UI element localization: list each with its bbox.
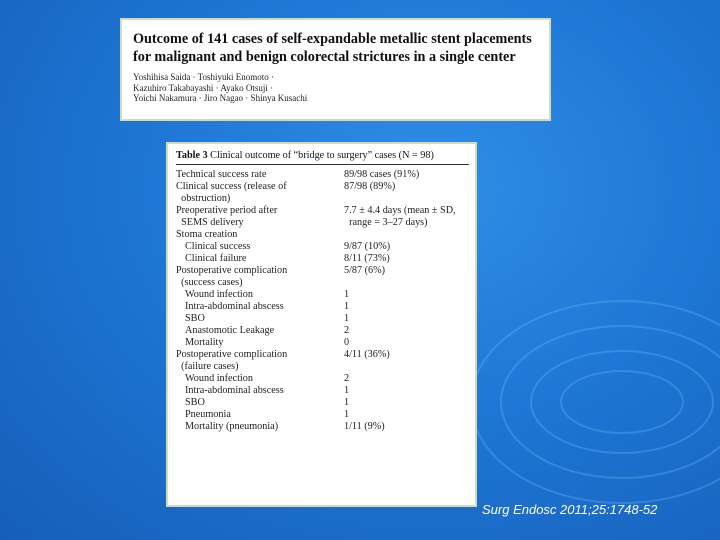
article-header bbox=[120, 18, 551, 121]
row-label: Anastomotic Leakage bbox=[185, 325, 275, 336]
row-label: Wound infection bbox=[185, 373, 253, 384]
authors-line: Yoichi Nakamura · Jiro Nagao · Shinya Kusachi bbox=[133, 93, 308, 104]
row-label: (failure cases) bbox=[176, 361, 239, 372]
row-label: Postoperative complication bbox=[176, 265, 288, 276]
row-label: Technical success rate bbox=[176, 169, 267, 180]
row-label: Preoperative period after bbox=[176, 205, 278, 216]
row-value: 9/87 (10%) bbox=[344, 241, 391, 252]
table-row bbox=[176, 301, 469, 313]
table-row bbox=[176, 361, 469, 373]
outcome-table bbox=[166, 142, 477, 507]
row-value: 1 bbox=[344, 409, 350, 420]
table-row bbox=[176, 229, 469, 241]
row-value: 87/98 (89%) bbox=[344, 181, 396, 192]
table-row bbox=[176, 193, 469, 205]
row-value: 4/11 (36%) bbox=[344, 349, 390, 360]
article-title bbox=[133, 30, 539, 66]
row-label: SEMS delivery bbox=[176, 217, 244, 228]
table-row bbox=[176, 409, 469, 421]
authors-line: Yoshihisa Saida · Toshiyuki Enomoto · bbox=[133, 72, 275, 82]
row-label: Intra-abdominal abscess bbox=[185, 385, 284, 396]
table-row bbox=[176, 313, 469, 325]
ripple-decoration bbox=[470, 300, 720, 504]
row-value: 1 bbox=[344, 397, 350, 408]
row-value: range = 3–27 days) bbox=[344, 217, 428, 228]
table-row bbox=[176, 253, 469, 265]
table-body bbox=[176, 169, 469, 433]
table-caption-label: Table 3 bbox=[176, 150, 208, 161]
article-authors bbox=[133, 72, 539, 104]
row-value: 1 bbox=[344, 301, 350, 312]
table-row bbox=[176, 217, 469, 229]
table-row bbox=[176, 337, 469, 349]
row-label: (success cases) bbox=[176, 277, 243, 288]
row-value: 89/98 cases (91%) bbox=[344, 169, 420, 180]
table-row bbox=[176, 349, 469, 361]
row-value bbox=[344, 361, 469, 373]
table-row bbox=[176, 397, 469, 409]
row-value bbox=[344, 277, 469, 289]
row-value: 1 bbox=[344, 313, 350, 324]
table-row bbox=[176, 289, 469, 301]
table-caption bbox=[176, 149, 469, 165]
row-value: 5/87 (6%) bbox=[344, 265, 386, 276]
row-label: SBO bbox=[185, 313, 205, 324]
article-title-line: Outcome of 141 cases of self-expandable metallic stent placements bbox=[133, 31, 532, 47]
row-value: 2 bbox=[344, 373, 350, 384]
row-label: Mortality bbox=[185, 337, 224, 348]
row-label: Pneumonia bbox=[185, 409, 231, 420]
row-label: Clinical success (release of bbox=[176, 181, 287, 192]
table-row bbox=[176, 265, 469, 277]
table-row bbox=[176, 205, 469, 217]
authors-line: Kazuhiro Takabayashi · Ayako Otsuji · bbox=[133, 82, 274, 93]
table-row bbox=[176, 325, 469, 337]
row-label: obstruction) bbox=[176, 193, 231, 204]
row-value bbox=[344, 229, 469, 241]
article-title-line: for malignant and benign colorectal strictures in a single center bbox=[133, 49, 516, 65]
row-value: 8/11 (73%) bbox=[344, 253, 390, 264]
row-value bbox=[344, 193, 469, 205]
table-row bbox=[176, 385, 469, 397]
row-value: 1 bbox=[344, 385, 350, 396]
table-row bbox=[176, 277, 469, 289]
row-label: Stoma creation bbox=[176, 229, 238, 240]
row-label: Clinical failure bbox=[185, 253, 247, 264]
row-label: Mortality (pneumonia) bbox=[185, 421, 279, 432]
table-caption-text: Clinical outcome of “bridge to surgery” cases (N = 98) bbox=[210, 150, 434, 161]
row-value: 0 bbox=[344, 337, 350, 348]
row-label: SBO bbox=[185, 397, 205, 408]
row-value: 7.7 ± 4.4 days (mean ± SD, bbox=[344, 205, 456, 216]
table-row bbox=[176, 373, 469, 385]
table-row bbox=[176, 241, 469, 253]
row-label: Postoperative complication bbox=[176, 349, 288, 360]
row-label: Wound infection bbox=[185, 289, 253, 300]
table-row bbox=[176, 181, 469, 193]
row-label: Clinical success bbox=[185, 241, 251, 252]
row-value: 2 bbox=[344, 325, 350, 336]
row-label: Intra-abdominal abscess bbox=[185, 301, 284, 312]
row-value: 1 bbox=[344, 289, 350, 300]
table-row bbox=[176, 421, 469, 433]
citation: Surg Endosc 2011;25:1748-52 bbox=[482, 502, 658, 517]
row-value: 1/11 (9%) bbox=[344, 421, 385, 432]
table-row bbox=[176, 169, 469, 181]
